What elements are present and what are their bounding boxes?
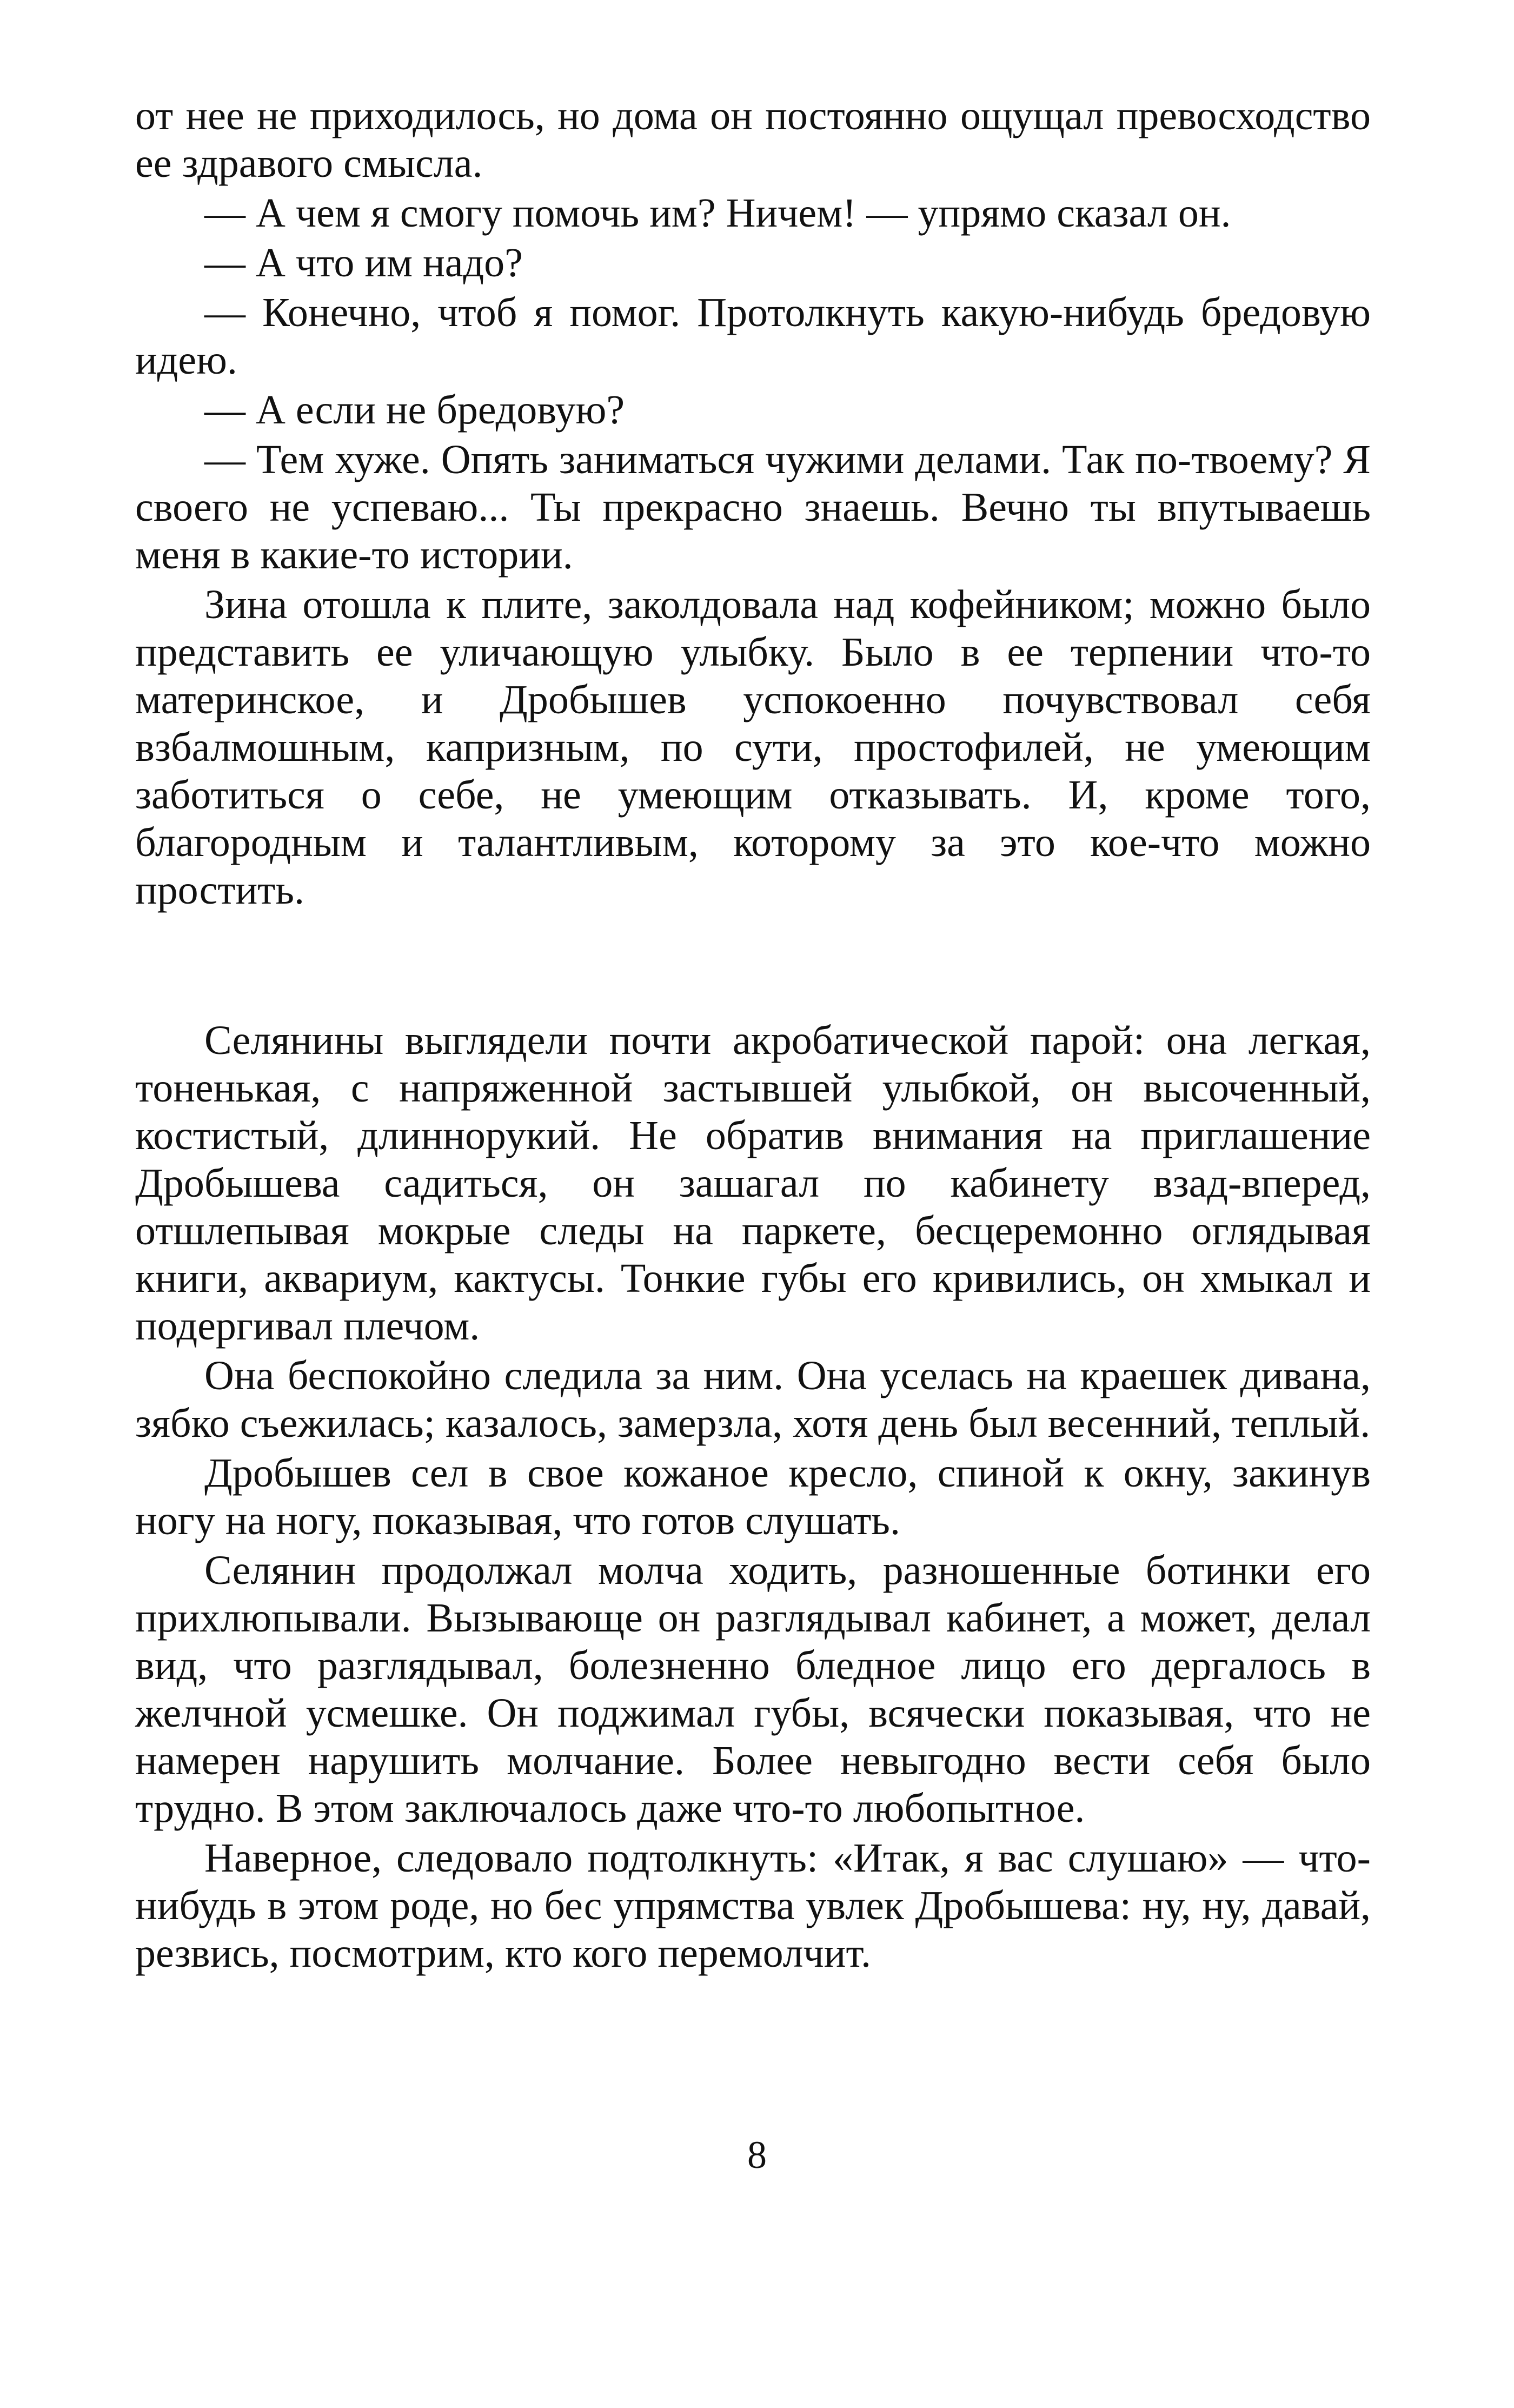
paragraph: от нее не приходилось, но дома он постоянно ощущал превосходство ее здравого смысла.: [135, 93, 1371, 186]
text-section-top: [135, 92, 1371, 916]
paragraph: Селянин продолжал молча ходить, разношенные ботинки его прихлюпывали. Вызывающе он разглядывал кабинет, а может, делал вид, что разглядывал, болезненно бледное лицо его дергалось в желчной усмешке. Он поджимал губы, всячески показывая, что не намерен нарушить молчание. Более невыгодно вести себя было трудно. В этом заключалось даже что-то любопытное.: [135, 1548, 1371, 1831]
dialogue-line: — А что им надо?: [204, 240, 523, 286]
dialogue-line: — Тем хуже. Опять заниматься чужими делами. Так по-твоему? Я своего не успеваю... Ты прекрасно знаешь. Вечно ты впутываешь меня в какие-то истории.: [135, 437, 1371, 578]
paragraph: Зина отошла к плите, заколдовала над кофейником; можно было представить ее уличающую улыбку. Было в ее терпении что-то материнское, и Дробышев успокоенно почувствовал себя взбалмошным, капризным, по сути, простофилей, не умеющим заботиться о себе, не умеющим отказывать. И, кроме того, благородным и талантливым, которому за это кое-что можно простить.: [135, 582, 1371, 913]
paragraph: Она беспокойно следила за ним. Она уселась на краешек дивана, зябко съежилась; казалось, замерзла, хотя день был весенний, теплый.: [135, 1353, 1371, 1446]
paragraph: Наверное, следовало подтолкнуть: «Итак, я вас слушаю» — что-нибудь в этом роде, но бес упрямства увлек Дробышева: ну, ну, давай, резвись, посмотрим, кто кого перемолчит.: [135, 1835, 1371, 1976]
paragraph: Дробышев сел в свое кожаное кресло, спиной к окну, закинув ногу на ногу, показывая, что готов слушать.: [135, 1450, 1371, 1543]
dialogue-line: — А если не бредовую?: [204, 387, 625, 433]
page-number: 8: [747, 2133, 767, 2177]
paragraph: Селянины выглядели почти акробатической парой: она легкая, тоненькая, с напряженной застывшей улыбкой, он высоченный, костистый, длиннорукий. Не обратив внимания на приглашение Дробышева садиться, он зашагал по кабинету взад-вперед, отшлепывая мокрые следы на паркете, бесцеремонно оглядывая книги, аквариум, кактусы. Тонкие губы его кривились, он хмыкал и подергивал плечом.: [135, 1018, 1371, 1349]
dialogue-line: — А чем я смогу помочь им? Ничем! — упрямо сказал он.: [204, 190, 1231, 236]
text-section-bottom: [135, 1017, 1371, 1979]
dialogue-line: — Конечно, чтоб я помог. Протолкнуть какую-нибудь бредовую идею.: [135, 290, 1371, 383]
